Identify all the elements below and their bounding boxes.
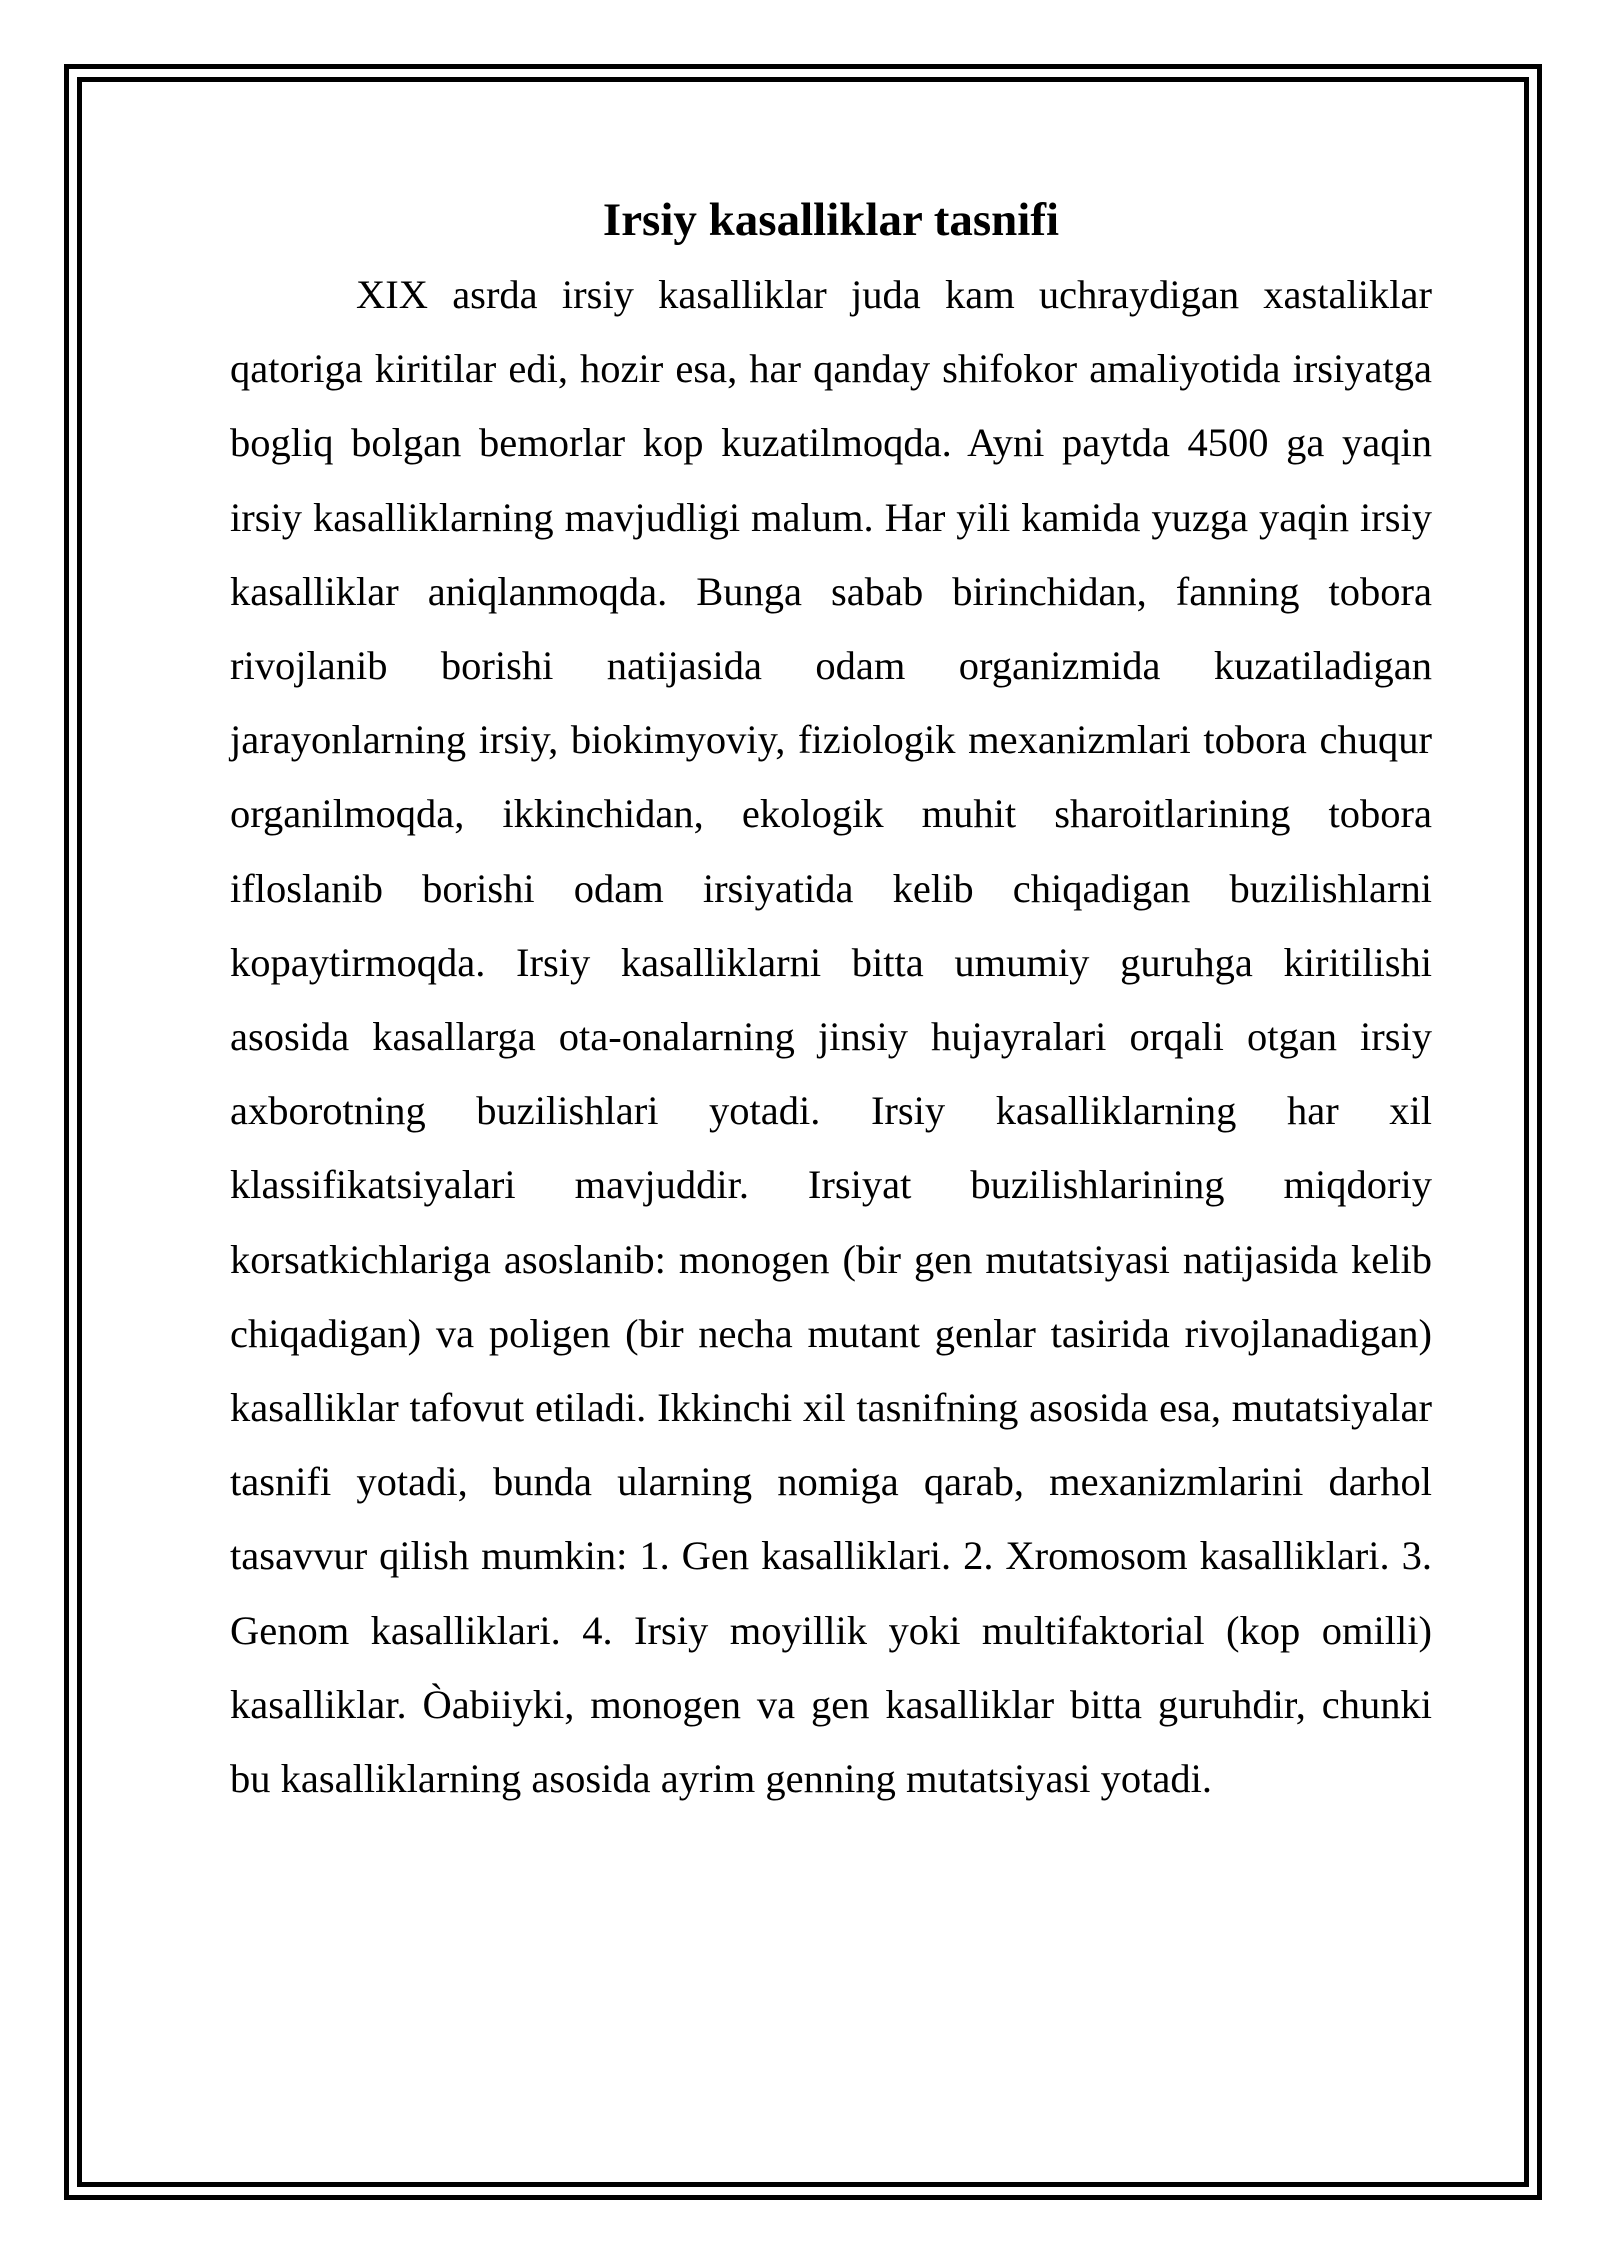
document-content — [230, 190, 1432, 1816]
document-title: Irsiy kasalliklar tasnifi — [602, 194, 1060, 246]
document-body-paragraph: XIX asrda irsiy kasalliklar juda kam uchraydigan xastaliklar qatoriga kiritilar edi, hozir esa, har qanday shifokor amaliyotida irsiyatga bogliq bolgan bemorlar kop kuzatilmoqda. Ayni paytda 4500 ga yaqin irsiy kasalliklarning mavjudligi malum. Har yili kamida yuzga yaqin irsiy kasalliklar aniqlanmoqda. Bunga sabab birinchidan, fanning tobora rivojlanib borishi natijasida odam organizmida kuzatiladigan jarayonlarning irsiy, biokimyoviy, fiziologik mexanizmlari tobora chuqur organilmoqda, ikkinchidan, ekologik muhit sharoitlarining tobora ifloslanib borishi odam irsiyatida kelib chiqadigan buzilishlarni kopaytirmoqda. Irsiy kasalliklarni bitta umumiy guruhga kiritilishi asosida kasallarga ota-onalarning jinsiy hujayralari orqali otgan irsiy axborotning buzilishlari yotadi. Irsiy kasalliklarning har xil klassifikatsiyalari mavjuddir. Irsiyat buzilishlarining miqdoriy korsatkichlariga asoslanib: monogen (bir gen mutatsiyasi natijasida kelib chiqadigan) va poligen (bir necha mutant genlar tasirida rivojlanadigan) kasalliklar tafovut etiladi. Ikkinchi xil tasnifning asosida esa, mutatsiyalar tasnifi yotadi, bunda ularning nomiga qarab, mexanizmlarini darhol tasavvur qilish mumkin: 1. Gen kasalliklari. 2. Xromosom kasalliklari. 3. Genom kasalliklari. 4. Irsiy moyillik yoki multifaktorial (kop omilli) kasalliklar. Òabiiyki, monogen va gen kasalliklar bitta guruhdir, chunki bu kasalliklarning asosida ayrim genning mutatsiyasi yotadi. — [230, 272, 1432, 1802]
